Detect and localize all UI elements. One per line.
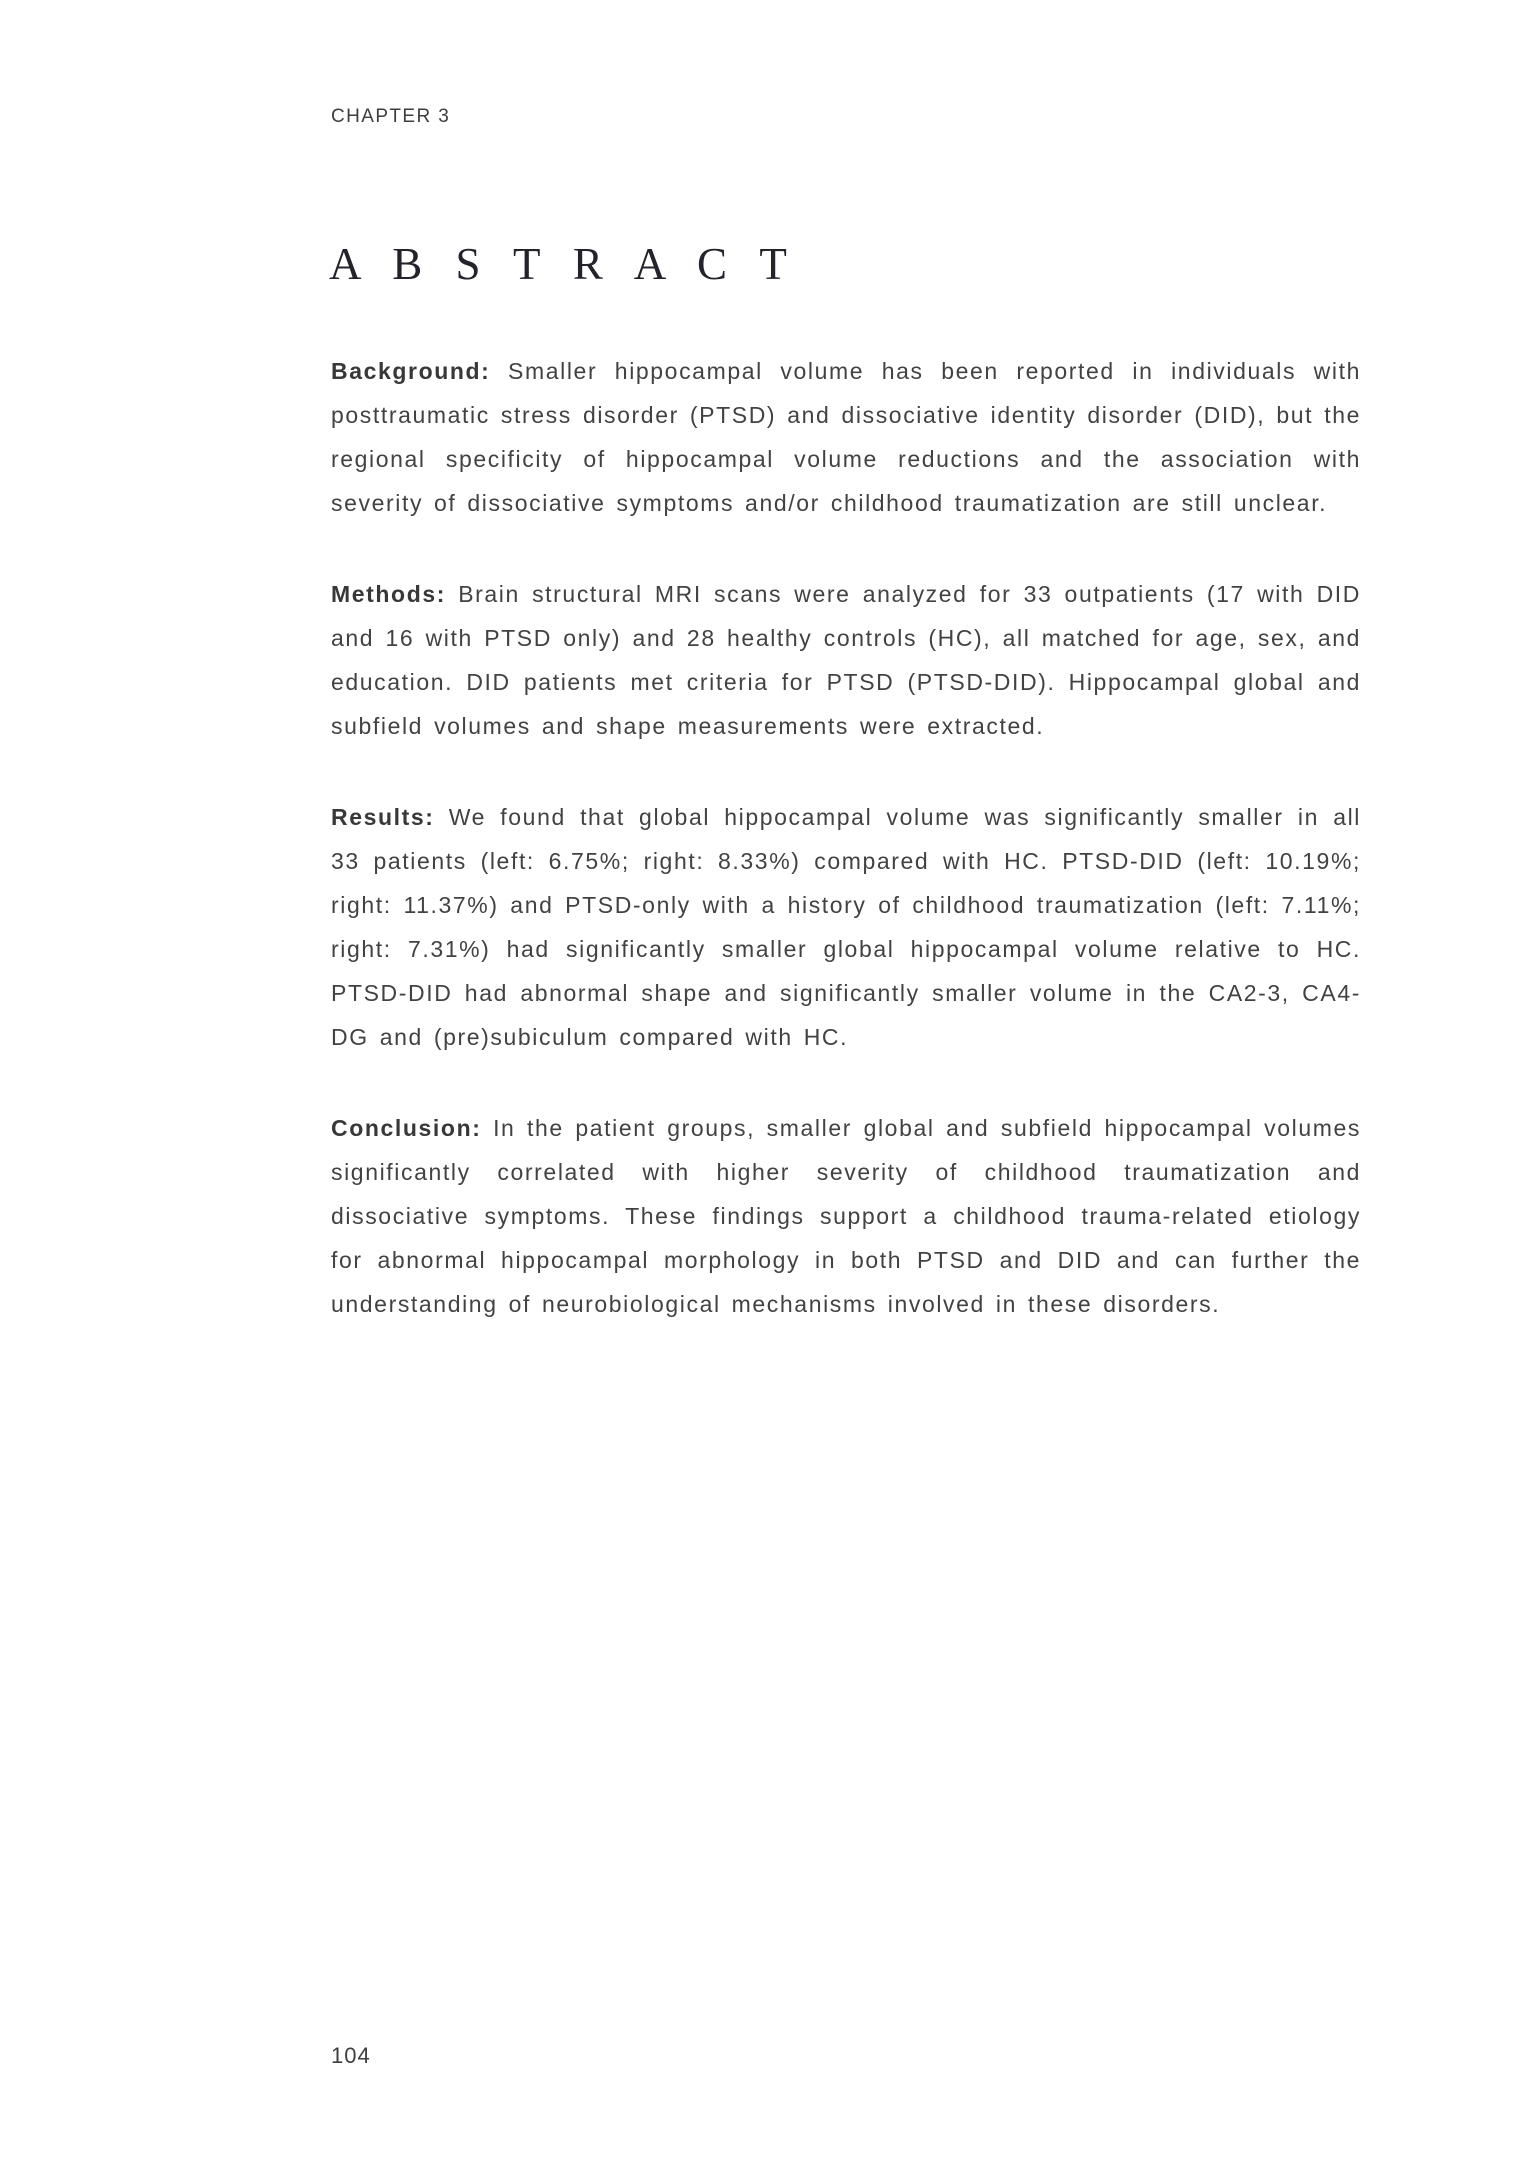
chapter-header: CHAPTER 3 [331,106,451,127]
page-number: 104 [331,2043,371,2068]
paragraph-conclusion-text: In the patient groups, smaller global and subfield hippocampal volumes significantly correlated with higher severity of childhood traumatization and dissociative symptoms. These findings support a childhood trauma-related etiology for abnormal hippocampal morphology in both PTSD and DID and can further the understanding of neurobiological mechanisms involved in these disorders. [331,1115,1361,1317]
paragraph-methods-label: Methods: [331,581,447,607]
paragraph-results-text: We found that global hippocampal volume was significantly smaller in all 33 patients (left: 6.75%; right: 8.33%) compared with HC. PTSD-DID (left: 10.19%; right: 11.37%) and PTSD-only with a history of childhood traumatization (left: 7.11%; right: 7.31%) had significantly smaller global hippocampal volume relative to HC. PTSD-DID had abnormal shape and significantly smaller volume in the CA2-3, CA4-DG and (pre)subiculum compared with HC. [331,804,1361,1050]
paragraph-background-label: Background: [331,358,491,384]
paragraph-methods-text: Brain structural MRI scans were analyzed for 33 outpatients (17 with DID and 16 with PTSD only) and 28 healthy controls (HC), all matched for age, sex, and education. DID patients met criteria for PTSD (PTSD-DID). Hippocampal global and subfield volumes and shape measurements were extracted. [331,581,1361,739]
paragraph-results [331,795,1361,1059]
paragraph-background [331,349,1361,525]
page-title: A B S T R A C T [329,239,798,289]
paragraph-results-label: Results: [331,804,435,830]
paragraph-methods [331,572,1361,748]
abstract-body [331,349,1361,1373]
paragraph-background-text: Smaller hippocampal volume has been reported in individuals with posttraumatic stress disorder (PTSD) and dissociative identity disorder (DID), but the regional specificity of hippocampal volume reductions and the association with severity of dissociative symptoms and/or childhood traumatization are still unclear. [331,358,1361,516]
paragraph-conclusion-label: Conclusion: [331,1115,482,1141]
paragraph-conclusion [331,1106,1361,1326]
